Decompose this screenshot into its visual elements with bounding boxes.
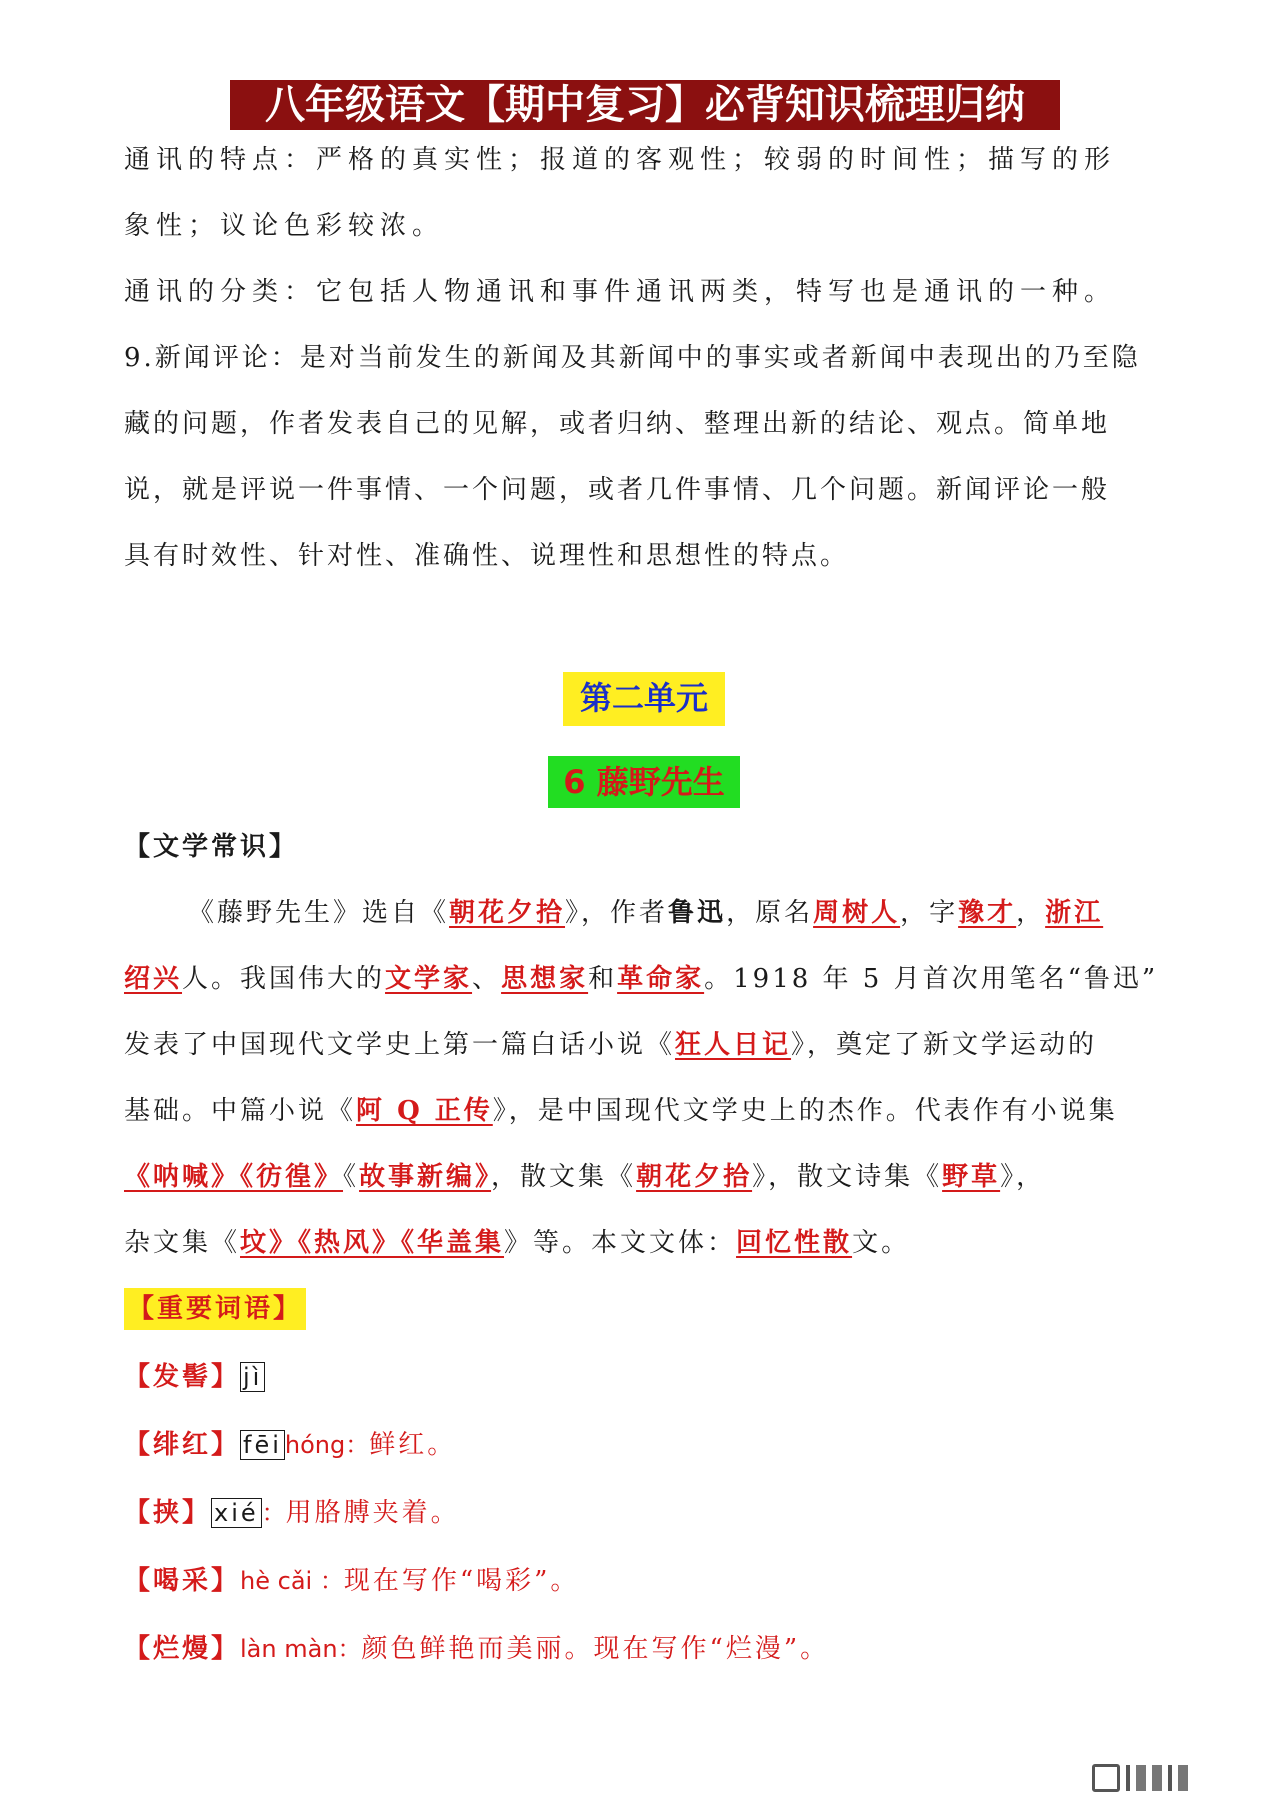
text-line: 通讯的分类：它包括人物通讯和事件通讯两类，特写也是通讯的一种。 — [124, 277, 1117, 307]
vocab-definition: 颜色鲜艳而美丽。现在写作“烂漫”。 — [361, 1634, 830, 1664]
literary-line-1 — [188, 896, 1103, 930]
pinyin: ： — [261, 1499, 286, 1527]
keyword: 朝花夕拾 — [449, 898, 566, 928]
vocab-definition: 现在写作“喝彩”。 — [343, 1566, 580, 1596]
vocab-item — [124, 1564, 579, 1598]
vocab-definition: 鲜红。 — [369, 1430, 457, 1460]
text: ，散文集《 — [491, 1162, 637, 1192]
vocab-item — [124, 1632, 829, 1666]
literary-line-5 — [124, 1160, 1045, 1194]
literary-line-6 — [124, 1226, 910, 1260]
vocab-word: 【挟】 — [124, 1498, 212, 1528]
section-heading-literary: 【文学常识】 — [124, 832, 299, 862]
text: 》，作者 — [565, 898, 669, 928]
keyword: 周树人 — [813, 898, 901, 928]
keyword: 野草 — [942, 1162, 1001, 1192]
keyword: 回忆性散 — [736, 1228, 853, 1258]
pinyin: hè cǎi ： — [240, 1567, 344, 1595]
keyword: 思想家 — [501, 964, 589, 994]
keyword: 豫才 — [958, 898, 1017, 928]
section-heading-vocab — [124, 1292, 306, 1326]
keyword: 绍兴 — [124, 964, 183, 994]
text: ，字 — [900, 898, 959, 928]
keyword: 浙江 — [1045, 898, 1104, 928]
vocab-word: 【发髻】 — [124, 1362, 241, 1392]
text: 》，是中国现代文学史上的杰作。代表作有小说集 — [492, 1096, 1118, 1126]
page-banner-title: 八年级语文【期中复习】必背知识梳理归纳 — [230, 80, 1060, 130]
text: 》， — [1000, 1162, 1046, 1192]
literary-line-2 — [124, 962, 1158, 996]
text-line: 通讯的特点：严格的真实性；报道的客观性；较弱的时间性；描写的形 — [124, 145, 1117, 175]
text: 和 — [588, 964, 618, 994]
vocab-item — [124, 1360, 265, 1394]
keyword: 狂人日记 — [675, 1030, 792, 1060]
text: 杂文集《 — [124, 1228, 241, 1258]
vocab-word: 【烂熳】 — [124, 1634, 241, 1664]
lesson-title: 6 藤野先生 — [548, 756, 740, 808]
text: 》，散文诗集《 — [752, 1162, 943, 1192]
text: 发表了中国现代文学史上第一篇白话小说《 — [124, 1030, 676, 1060]
keyword: 《呐喊》《彷徨》 — [124, 1162, 344, 1192]
keyword: 革命家 — [617, 964, 705, 994]
text: 》，奠定了新文学运动的 — [791, 1030, 1098, 1060]
vocab-definition: 用胳膊夹着。 — [285, 1498, 460, 1528]
unit-title: 第二单元 — [563, 672, 725, 726]
keyword: 阿 Q 正传 — [356, 1096, 493, 1126]
text: 、 — [472, 964, 502, 994]
divider — [1168, 1765, 1172, 1791]
viewer-toolbar[interactable] — [1092, 1762, 1260, 1794]
menu-icon[interactable] — [1178, 1765, 1188, 1791]
divider — [1126, 1765, 1130, 1791]
keyword: 文学家 — [385, 964, 473, 994]
text-line: 象性；议论色彩较浓。 — [124, 211, 445, 241]
text-line: 9.新闻评论：是对当前发生的新闻及其新闻中的事实或者新闻中表现出的乃至隐 — [124, 343, 1141, 373]
text: 基础。中篇小说《 — [124, 1096, 357, 1126]
fullscreen-icon[interactable] — [1092, 1764, 1120, 1792]
pinyin-box: jì — [240, 1362, 265, 1392]
text: 文。 — [852, 1228, 911, 1258]
text-line: 说，就是评说一件事情、一个问题，或者几件事情、几个问题。新闻评论一般 — [124, 475, 1111, 505]
keyword-author: 鲁迅 — [668, 898, 727, 928]
text: ，原名 — [726, 898, 814, 928]
text-line: 具有时效性、针对性、准确性、说理性和思想性的特点。 — [124, 541, 850, 571]
keyword: 故事新编》 — [359, 1162, 492, 1192]
page-icon[interactable] — [1136, 1765, 1146, 1791]
literary-line-4 — [124, 1094, 1118, 1128]
text: 《藤野先生》选自《 — [188, 898, 450, 928]
text: 人。我国伟大的 — [182, 964, 386, 994]
text-line: 藏的问题，作者发表自己的见解，或者归纳、整理出新的结论、观点。简单地 — [124, 409, 1111, 439]
text: 》等。本文文体： — [504, 1228, 737, 1258]
text: 。1918 年 5 月首次用笔名“鲁迅” — [704, 964, 1159, 994]
pinyin-box: xié — [211, 1498, 262, 1528]
pinyin-box: fēi — [240, 1430, 285, 1460]
vocab-heading: 【重要词语】 — [124, 1288, 306, 1330]
vocab-word: 【绯红】 — [124, 1430, 241, 1460]
literary-line-3 — [124, 1028, 1097, 1062]
page-icon[interactable] — [1152, 1765, 1162, 1791]
pinyin: hóng： — [284, 1431, 370, 1459]
pinyin: làn màn： — [240, 1635, 362, 1663]
keyword: 坟》《热风》《华盖集 — [240, 1228, 505, 1258]
text: 《 — [343, 1162, 360, 1192]
vocab-word: 【喝采】 — [124, 1566, 241, 1596]
keyword: 朝花夕拾 — [636, 1162, 753, 1192]
vocab-item — [124, 1428, 456, 1462]
vocab-item — [124, 1496, 460, 1530]
text: ， — [1016, 898, 1046, 928]
